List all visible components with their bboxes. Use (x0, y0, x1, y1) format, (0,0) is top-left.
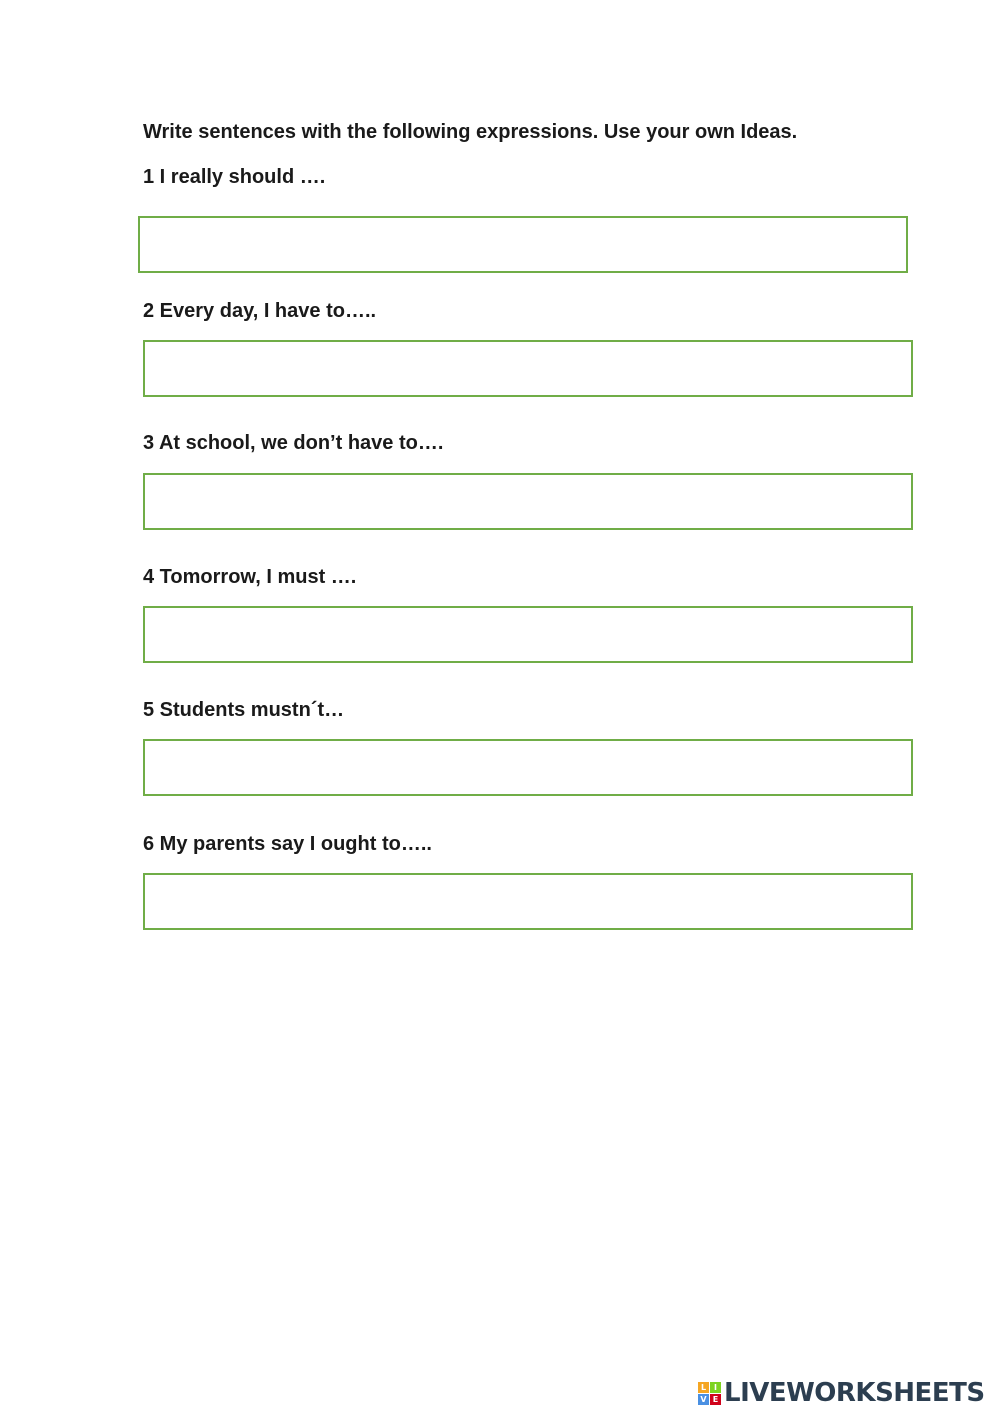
answer-6-input[interactable] (143, 873, 913, 930)
answer-5-input[interactable] (143, 739, 913, 796)
logo-mark-tile: V (698, 1394, 709, 1405)
question-1-label: 1 I really should …. (143, 166, 326, 188)
logo-mark-tile: I (710, 1382, 721, 1393)
liveworksheets-logo (698, 1378, 985, 1408)
question-3-label: 3 At school, we don’t have to…. (143, 432, 444, 454)
logo-mark-icon (698, 1382, 721, 1405)
question-2-label: 2 Every day, I have to….. (143, 300, 377, 322)
logo-text: LIVEWORKSHEETS (724, 1378, 985, 1408)
instructions-text: Write sentences with the following expressions. Use your own Ideas. (143, 121, 798, 143)
logo-mark-tile: E (710, 1394, 721, 1405)
question-5-label: 5 Students mustn´t… (143, 699, 345, 721)
question-4-label: 4 Tomorrow, I must …. (143, 566, 357, 588)
question-6-label: 6 My parents say I ought to….. (143, 833, 432, 855)
logo-mark-tile: L (698, 1382, 709, 1393)
answer-4-input[interactable] (143, 606, 913, 663)
answer-1-input[interactable] (138, 216, 908, 273)
answer-2-input[interactable] (143, 340, 913, 397)
answer-3-input[interactable] (143, 473, 913, 530)
